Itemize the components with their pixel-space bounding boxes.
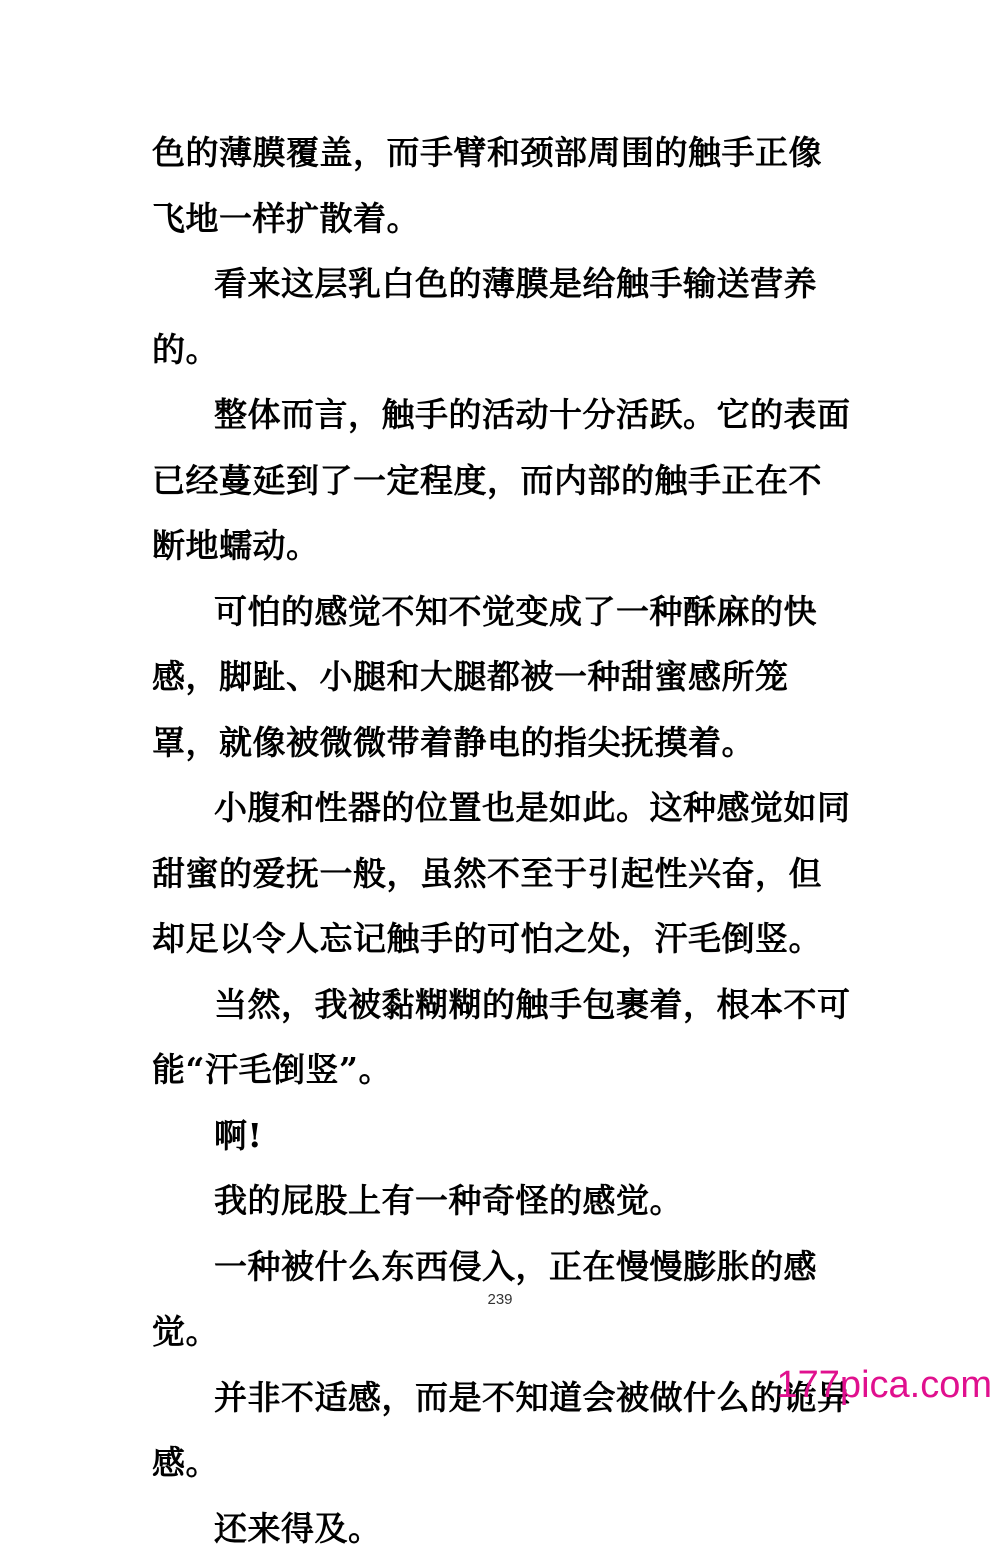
paragraph-11: 还来得及。 bbox=[152, 1496, 852, 1561]
watermark-text: 177pica.com bbox=[777, 1364, 992, 1407]
paragraph-10: 并非不适感，而是不知道会被做什么的诡异感。 bbox=[152, 1365, 852, 1496]
page-body bbox=[152, 120, 852, 1561]
paragraph-2: 看来这层乳白色的薄膜是给触手输送营养的。 bbox=[152, 251, 852, 382]
paragraph-6: 当然，我被黏糊糊的触手包裹着，根本不可能“汗毛倒竖”。 bbox=[152, 972, 852, 1103]
paragraph-8: 我的屁股上有一种奇怪的感觉。 bbox=[152, 1168, 852, 1234]
paragraph-5: 小腹和性器的位置也是如此。这种感觉如同甜蜜的爱抚一般，虽然不至于引起性兴奋，但却足以令人忘记触手的可怕之处，汗毛倒竖。 bbox=[152, 775, 852, 972]
paragraph-9: 一种被什么东西侵入，正在慢慢膨胀的感觉。 bbox=[152, 1234, 852, 1365]
paragraph-3: 整体而言，触手的活动十分活跃。它的表面已经蔓延到了一定程度，而内部的触手正在不断地蠕动。 bbox=[152, 382, 852, 579]
paragraph-7: 啊! bbox=[152, 1103, 852, 1169]
page-number: 239 bbox=[0, 1291, 1000, 1308]
paragraph-1: 色的薄膜覆盖，而手臂和颈部周围的触手正像飞地一样扩散着。 bbox=[152, 120, 852, 251]
paragraph-4: 可怕的感觉不知不觉变成了一种酥麻的快感，脚趾、小腿和大腿都被一种甜蜜感所笼罩，就像被微微带着静电的指尖抚摸着。 bbox=[152, 579, 852, 776]
